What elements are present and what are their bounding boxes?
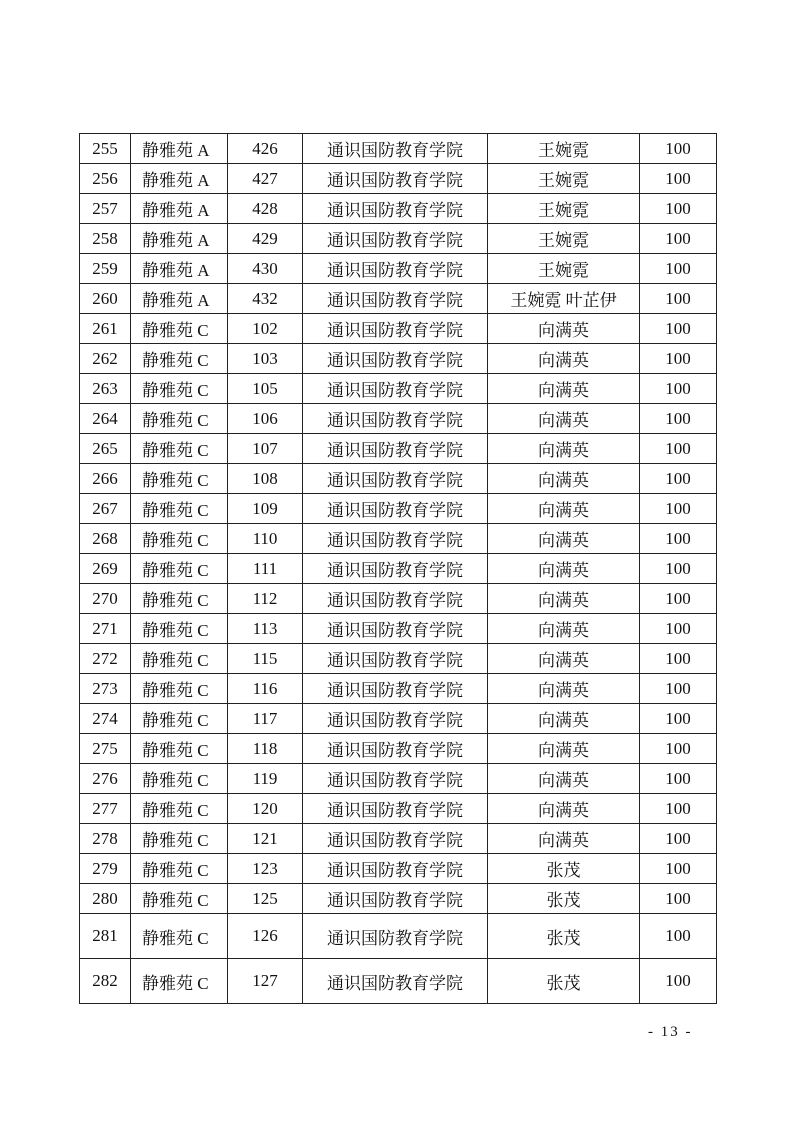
cell-college: 通识国防教育学院	[303, 644, 488, 674]
cell-room: 111	[228, 554, 303, 584]
cell-person: 向满英	[488, 764, 640, 794]
cell-room: 112	[228, 584, 303, 614]
cell-number: 273	[80, 674, 131, 704]
cell-college: 通识国防教育学院	[303, 764, 488, 794]
table-body	[80, 134, 717, 1004]
cell-room: 123	[228, 854, 303, 884]
cell-building: 静雅苑 C	[131, 734, 228, 764]
cell-room: 117	[228, 704, 303, 734]
cell-score: 100	[640, 194, 717, 224]
dorm-score-table	[79, 133, 717, 1004]
cell-college: 通识国防教育学院	[303, 134, 488, 164]
cell-college: 通识国防教育学院	[303, 164, 488, 194]
cell-building: 静雅苑 C	[131, 824, 228, 854]
cell-room: 106	[228, 404, 303, 434]
table-row	[80, 494, 717, 524]
cell-score: 100	[640, 434, 717, 464]
cell-building: 静雅苑 C	[131, 854, 228, 884]
cell-building: 静雅苑 A	[131, 284, 228, 314]
cell-building: 静雅苑 C	[131, 959, 228, 1004]
cell-room: 116	[228, 674, 303, 704]
cell-room: 103	[228, 344, 303, 374]
table-row	[80, 164, 717, 194]
cell-number: 280	[80, 884, 131, 914]
cell-number: 256	[80, 164, 131, 194]
cell-college: 通识国防教育学院	[303, 794, 488, 824]
cell-score: 100	[640, 164, 717, 194]
cell-college: 通识国防教育学院	[303, 374, 488, 404]
cell-building: 静雅苑 C	[131, 554, 228, 584]
cell-score: 100	[640, 794, 717, 824]
table-row	[80, 284, 717, 314]
cell-room: 426	[228, 134, 303, 164]
table-row	[80, 464, 717, 494]
cell-score: 100	[640, 554, 717, 584]
table-row	[80, 554, 717, 584]
cell-person: 张茂	[488, 884, 640, 914]
table-row	[80, 404, 717, 434]
cell-room: 102	[228, 314, 303, 344]
cell-number: 272	[80, 644, 131, 674]
cell-room: 432	[228, 284, 303, 314]
cell-score: 100	[640, 404, 717, 434]
cell-building: 静雅苑 C	[131, 614, 228, 644]
table-row	[80, 959, 717, 1004]
cell-number: 269	[80, 554, 131, 584]
cell-person: 王婉霓	[488, 224, 640, 254]
cell-room: 427	[228, 164, 303, 194]
cell-person: 向满英	[488, 644, 640, 674]
cell-score: 100	[640, 674, 717, 704]
cell-score: 100	[640, 134, 717, 164]
cell-person: 张茂	[488, 959, 640, 1004]
table-row	[80, 674, 717, 704]
cell-number: 260	[80, 284, 131, 314]
cell-building: 静雅苑 C	[131, 524, 228, 554]
cell-person: 向满英	[488, 614, 640, 644]
cell-college: 通识国防教育学院	[303, 959, 488, 1004]
cell-person: 王婉霓	[488, 164, 640, 194]
cell-score: 100	[640, 344, 717, 374]
cell-score: 100	[640, 224, 717, 254]
cell-number: 275	[80, 734, 131, 764]
cell-room: 105	[228, 374, 303, 404]
cell-person: 张茂	[488, 914, 640, 959]
cell-college: 通识国防教育学院	[303, 554, 488, 584]
cell-score: 100	[640, 854, 717, 884]
cell-number: 255	[80, 134, 131, 164]
cell-score: 100	[640, 704, 717, 734]
cell-score: 100	[640, 644, 717, 674]
cell-score: 100	[640, 614, 717, 644]
cell-person: 向满英	[488, 674, 640, 704]
table-row	[80, 764, 717, 794]
cell-building: 静雅苑 C	[131, 494, 228, 524]
cell-number: 277	[80, 794, 131, 824]
cell-building: 静雅苑 C	[131, 674, 228, 704]
cell-person: 向满英	[488, 554, 640, 584]
cell-number: 266	[80, 464, 131, 494]
cell-score: 100	[640, 884, 717, 914]
table-row	[80, 224, 717, 254]
cell-number: 267	[80, 494, 131, 524]
table-row	[80, 794, 717, 824]
cell-college: 通识国防教育学院	[303, 494, 488, 524]
cell-room: 430	[228, 254, 303, 284]
table-row	[80, 644, 717, 674]
cell-person: 王婉霓 叶芷伊	[488, 284, 640, 314]
table-row	[80, 704, 717, 734]
cell-college: 通识国防教育学院	[303, 284, 488, 314]
cell-person: 王婉霓	[488, 134, 640, 164]
cell-number: 278	[80, 824, 131, 854]
cell-number: 259	[80, 254, 131, 284]
cell-number: 262	[80, 344, 131, 374]
table-row	[80, 134, 717, 164]
cell-college: 通识国防教育学院	[303, 344, 488, 374]
cell-college: 通识国防教育学院	[303, 194, 488, 224]
cell-room: 127	[228, 959, 303, 1004]
cell-score: 100	[640, 824, 717, 854]
cell-college: 通识国防教育学院	[303, 854, 488, 884]
cell-building: 静雅苑 C	[131, 314, 228, 344]
cell-building: 静雅苑 C	[131, 794, 228, 824]
cell-college: 通识国防教育学院	[303, 914, 488, 959]
cell-number: 270	[80, 584, 131, 614]
table-row	[80, 884, 717, 914]
cell-building: 静雅苑 C	[131, 764, 228, 794]
cell-person: 向满英	[488, 734, 640, 764]
cell-building: 静雅苑 C	[131, 344, 228, 374]
cell-room: 118	[228, 734, 303, 764]
cell-number: 276	[80, 764, 131, 794]
cell-building: 静雅苑 C	[131, 434, 228, 464]
table-row	[80, 734, 717, 764]
cell-college: 通识国防教育学院	[303, 434, 488, 464]
cell-building: 静雅苑 A	[131, 134, 228, 164]
cell-college: 通识国防教育学院	[303, 524, 488, 554]
cell-building: 静雅苑 C	[131, 884, 228, 914]
cell-number: 258	[80, 224, 131, 254]
cell-college: 通识国防教育学院	[303, 884, 488, 914]
table-row	[80, 584, 717, 614]
cell-number: 257	[80, 194, 131, 224]
cell-room: 125	[228, 884, 303, 914]
cell-person: 向满英	[488, 704, 640, 734]
cell-person: 向满英	[488, 404, 640, 434]
cell-score: 100	[640, 914, 717, 959]
cell-building: 静雅苑 A	[131, 254, 228, 284]
table-row	[80, 344, 717, 374]
table-row	[80, 854, 717, 884]
page-number: - 13 -	[648, 1024, 693, 1040]
cell-person: 向满英	[488, 314, 640, 344]
cell-building: 静雅苑 C	[131, 914, 228, 959]
cell-person: 向满英	[488, 524, 640, 554]
cell-room: 428	[228, 194, 303, 224]
cell-score: 100	[640, 734, 717, 764]
table-row	[80, 434, 717, 464]
cell-person: 王婉霓	[488, 254, 640, 284]
cell-person: 向满英	[488, 374, 640, 404]
cell-college: 通识国防教育学院	[303, 224, 488, 254]
cell-person: 王婉霓	[488, 194, 640, 224]
cell-person: 向满英	[488, 464, 640, 494]
cell-person: 张茂	[488, 854, 640, 884]
cell-number: 263	[80, 374, 131, 404]
cell-number: 279	[80, 854, 131, 884]
cell-person: 向满英	[488, 434, 640, 464]
cell-building: 静雅苑 C	[131, 644, 228, 674]
cell-number: 268	[80, 524, 131, 554]
cell-college: 通识国防教育学院	[303, 614, 488, 644]
table-row	[80, 614, 717, 644]
cell-room: 110	[228, 524, 303, 554]
cell-college: 通识国防教育学院	[303, 314, 488, 344]
cell-score: 100	[640, 584, 717, 614]
cell-score: 100	[640, 464, 717, 494]
cell-college: 通识国防教育学院	[303, 824, 488, 854]
cell-person: 向满英	[488, 494, 640, 524]
cell-person: 向满英	[488, 794, 640, 824]
cell-room: 107	[228, 434, 303, 464]
table-row	[80, 824, 717, 854]
cell-building: 静雅苑 A	[131, 164, 228, 194]
cell-number: 261	[80, 314, 131, 344]
table-row	[80, 194, 717, 224]
cell-number: 265	[80, 434, 131, 464]
cell-person: 向满英	[488, 584, 640, 614]
cell-score: 100	[640, 764, 717, 794]
cell-number: 264	[80, 404, 131, 434]
cell-room: 121	[228, 824, 303, 854]
cell-number: 274	[80, 704, 131, 734]
cell-number: 271	[80, 614, 131, 644]
cell-building: 静雅苑 A	[131, 224, 228, 254]
cell-person: 向满英	[488, 824, 640, 854]
cell-score: 100	[640, 284, 717, 314]
table-row	[80, 524, 717, 554]
cell-room: 109	[228, 494, 303, 524]
cell-score: 100	[640, 524, 717, 554]
cell-number: 282	[80, 959, 131, 1004]
cell-score: 100	[640, 254, 717, 284]
cell-room: 119	[228, 764, 303, 794]
cell-college: 通识国防教育学院	[303, 734, 488, 764]
cell-building: 静雅苑 C	[131, 704, 228, 734]
cell-room: 120	[228, 794, 303, 824]
table-row	[80, 254, 717, 284]
cell-person: 向满英	[488, 344, 640, 374]
cell-college: 通识国防教育学院	[303, 704, 488, 734]
table-row	[80, 314, 717, 344]
cell-building: 静雅苑 C	[131, 404, 228, 434]
cell-room: 429	[228, 224, 303, 254]
cell-score: 100	[640, 314, 717, 344]
cell-college: 通识国防教育学院	[303, 584, 488, 614]
cell-college: 通识国防教育学院	[303, 254, 488, 284]
cell-building: 静雅苑 A	[131, 194, 228, 224]
cell-college: 通识国防教育学院	[303, 404, 488, 434]
cell-room: 115	[228, 644, 303, 674]
cell-building: 静雅苑 C	[131, 464, 228, 494]
cell-score: 100	[640, 959, 717, 1004]
cell-score: 100	[640, 494, 717, 524]
cell-room: 108	[228, 464, 303, 494]
cell-room: 113	[228, 614, 303, 644]
cell-building: 静雅苑 C	[131, 374, 228, 404]
cell-score: 100	[640, 374, 717, 404]
cell-college: 通识国防教育学院	[303, 674, 488, 704]
cell-building: 静雅苑 C	[131, 584, 228, 614]
table-row	[80, 914, 717, 959]
cell-college: 通识国防教育学院	[303, 464, 488, 494]
cell-room: 126	[228, 914, 303, 959]
table-row	[80, 374, 717, 404]
cell-number: 281	[80, 914, 131, 959]
